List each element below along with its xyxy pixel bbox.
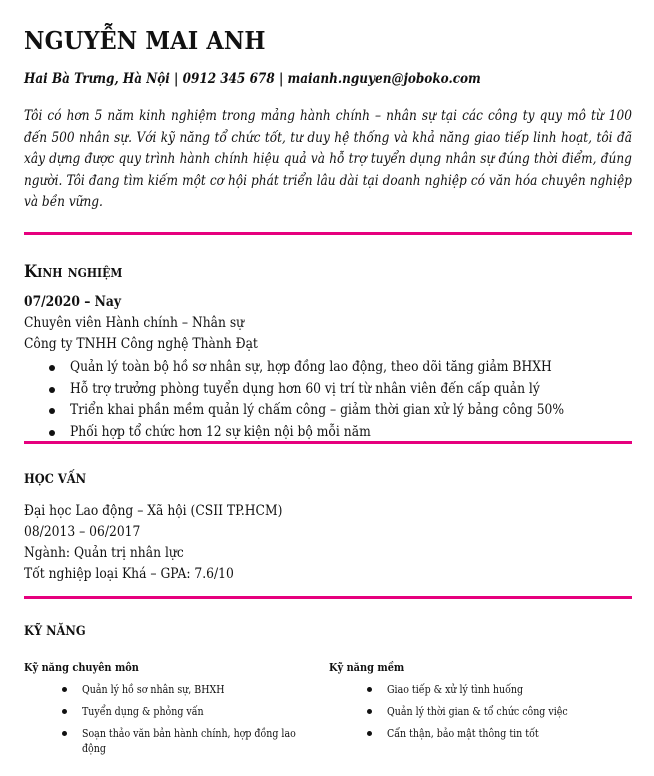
section-divider [24, 232, 632, 235]
bullet-icon [62, 709, 67, 714]
list-item: Soạn thảo văn bản hành chính, hợp đồng lao động [24, 726, 314, 756]
bullet-icon [62, 687, 67, 692]
hard-skills-column [24, 660, 314, 755]
experience-company: Công ty TNHH Công nghệ Thành Đạt [24, 336, 258, 352]
education-period: 08/2013 – 06/2017 [24, 524, 141, 540]
candidate-name: NGUYỄN MAI ANH [24, 26, 266, 55]
experience-period: 07/2020 – Nay [24, 294, 122, 310]
experience-position: Chuyên viên Hành chính – Nhân sự [24, 315, 245, 331]
bullet-icon [49, 365, 55, 371]
soft-skills-list [329, 682, 619, 748]
bullet-icon [367, 731, 372, 736]
skills-section-title: KỸ NĂNG [24, 624, 86, 639]
list-item: Cẩn thận, bảo mật thông tin tốt [329, 726, 619, 748]
bullet-icon [367, 687, 372, 692]
education-grade: Tốt nghiệp loại Khá – GPA: 7.6/10 [24, 566, 234, 582]
experience-section-title: Kinh nghiệm [24, 262, 123, 282]
section-divider [24, 596, 632, 599]
bullet-icon [49, 387, 55, 393]
bullet-icon [49, 408, 55, 414]
soft-skills-title: Kỹ năng mềm [329, 660, 405, 674]
hard-skills-title: Kỹ năng chuyên môn [24, 660, 139, 674]
list-item: Quản lý hồ sơ nhân sự, BHXH [24, 682, 314, 704]
section-divider [24, 441, 632, 444]
education-section-title: HỌC VẤN [24, 472, 87, 487]
list-item: Tuyển dụng & phỏng vấn [24, 704, 314, 726]
contact-info: Hai Bà Trưng, Hà Nội | 0912 345 678 | maianh.nguyen@joboko.com [24, 71, 481, 87]
education-major: Ngành: Quản trị nhân lực [24, 545, 184, 561]
soft-skills-column [329, 660, 619, 740]
education-school: Đại học Lao động – Xã hội (CSII TP.HCM) [24, 503, 283, 519]
bullet-icon [367, 709, 372, 714]
bullet-icon [49, 430, 55, 436]
hard-skills-list [24, 682, 314, 756]
list-item: Giao tiếp & xử lý tình huống [329, 682, 619, 704]
bullet-icon [62, 731, 67, 736]
summary-paragraph: Tôi có hơn 5 năm kinh nghiệm trong mảng hành chính – nhân sự tại các công ty quy mô từ 100 đến 500 nhân sự. Với kỹ năng tổ chức tốt, tư duy hệ thống và khả năng giao tiếp linh hoạt, tôi đã xây dựng được quy trình hành chính hiệu quả và hỗ trợ tuyển dụng nhân sự đúng thời điểm, đúng người. Tôi đang tìm kiếm một cơ hội phát triển lâu dài tại doanh nghiệp có văn hóa chuyên nghiệp và bền vững. [24, 108, 632, 210]
list-item: Quản lý thời gian & tổ chức công việc [329, 704, 619, 726]
